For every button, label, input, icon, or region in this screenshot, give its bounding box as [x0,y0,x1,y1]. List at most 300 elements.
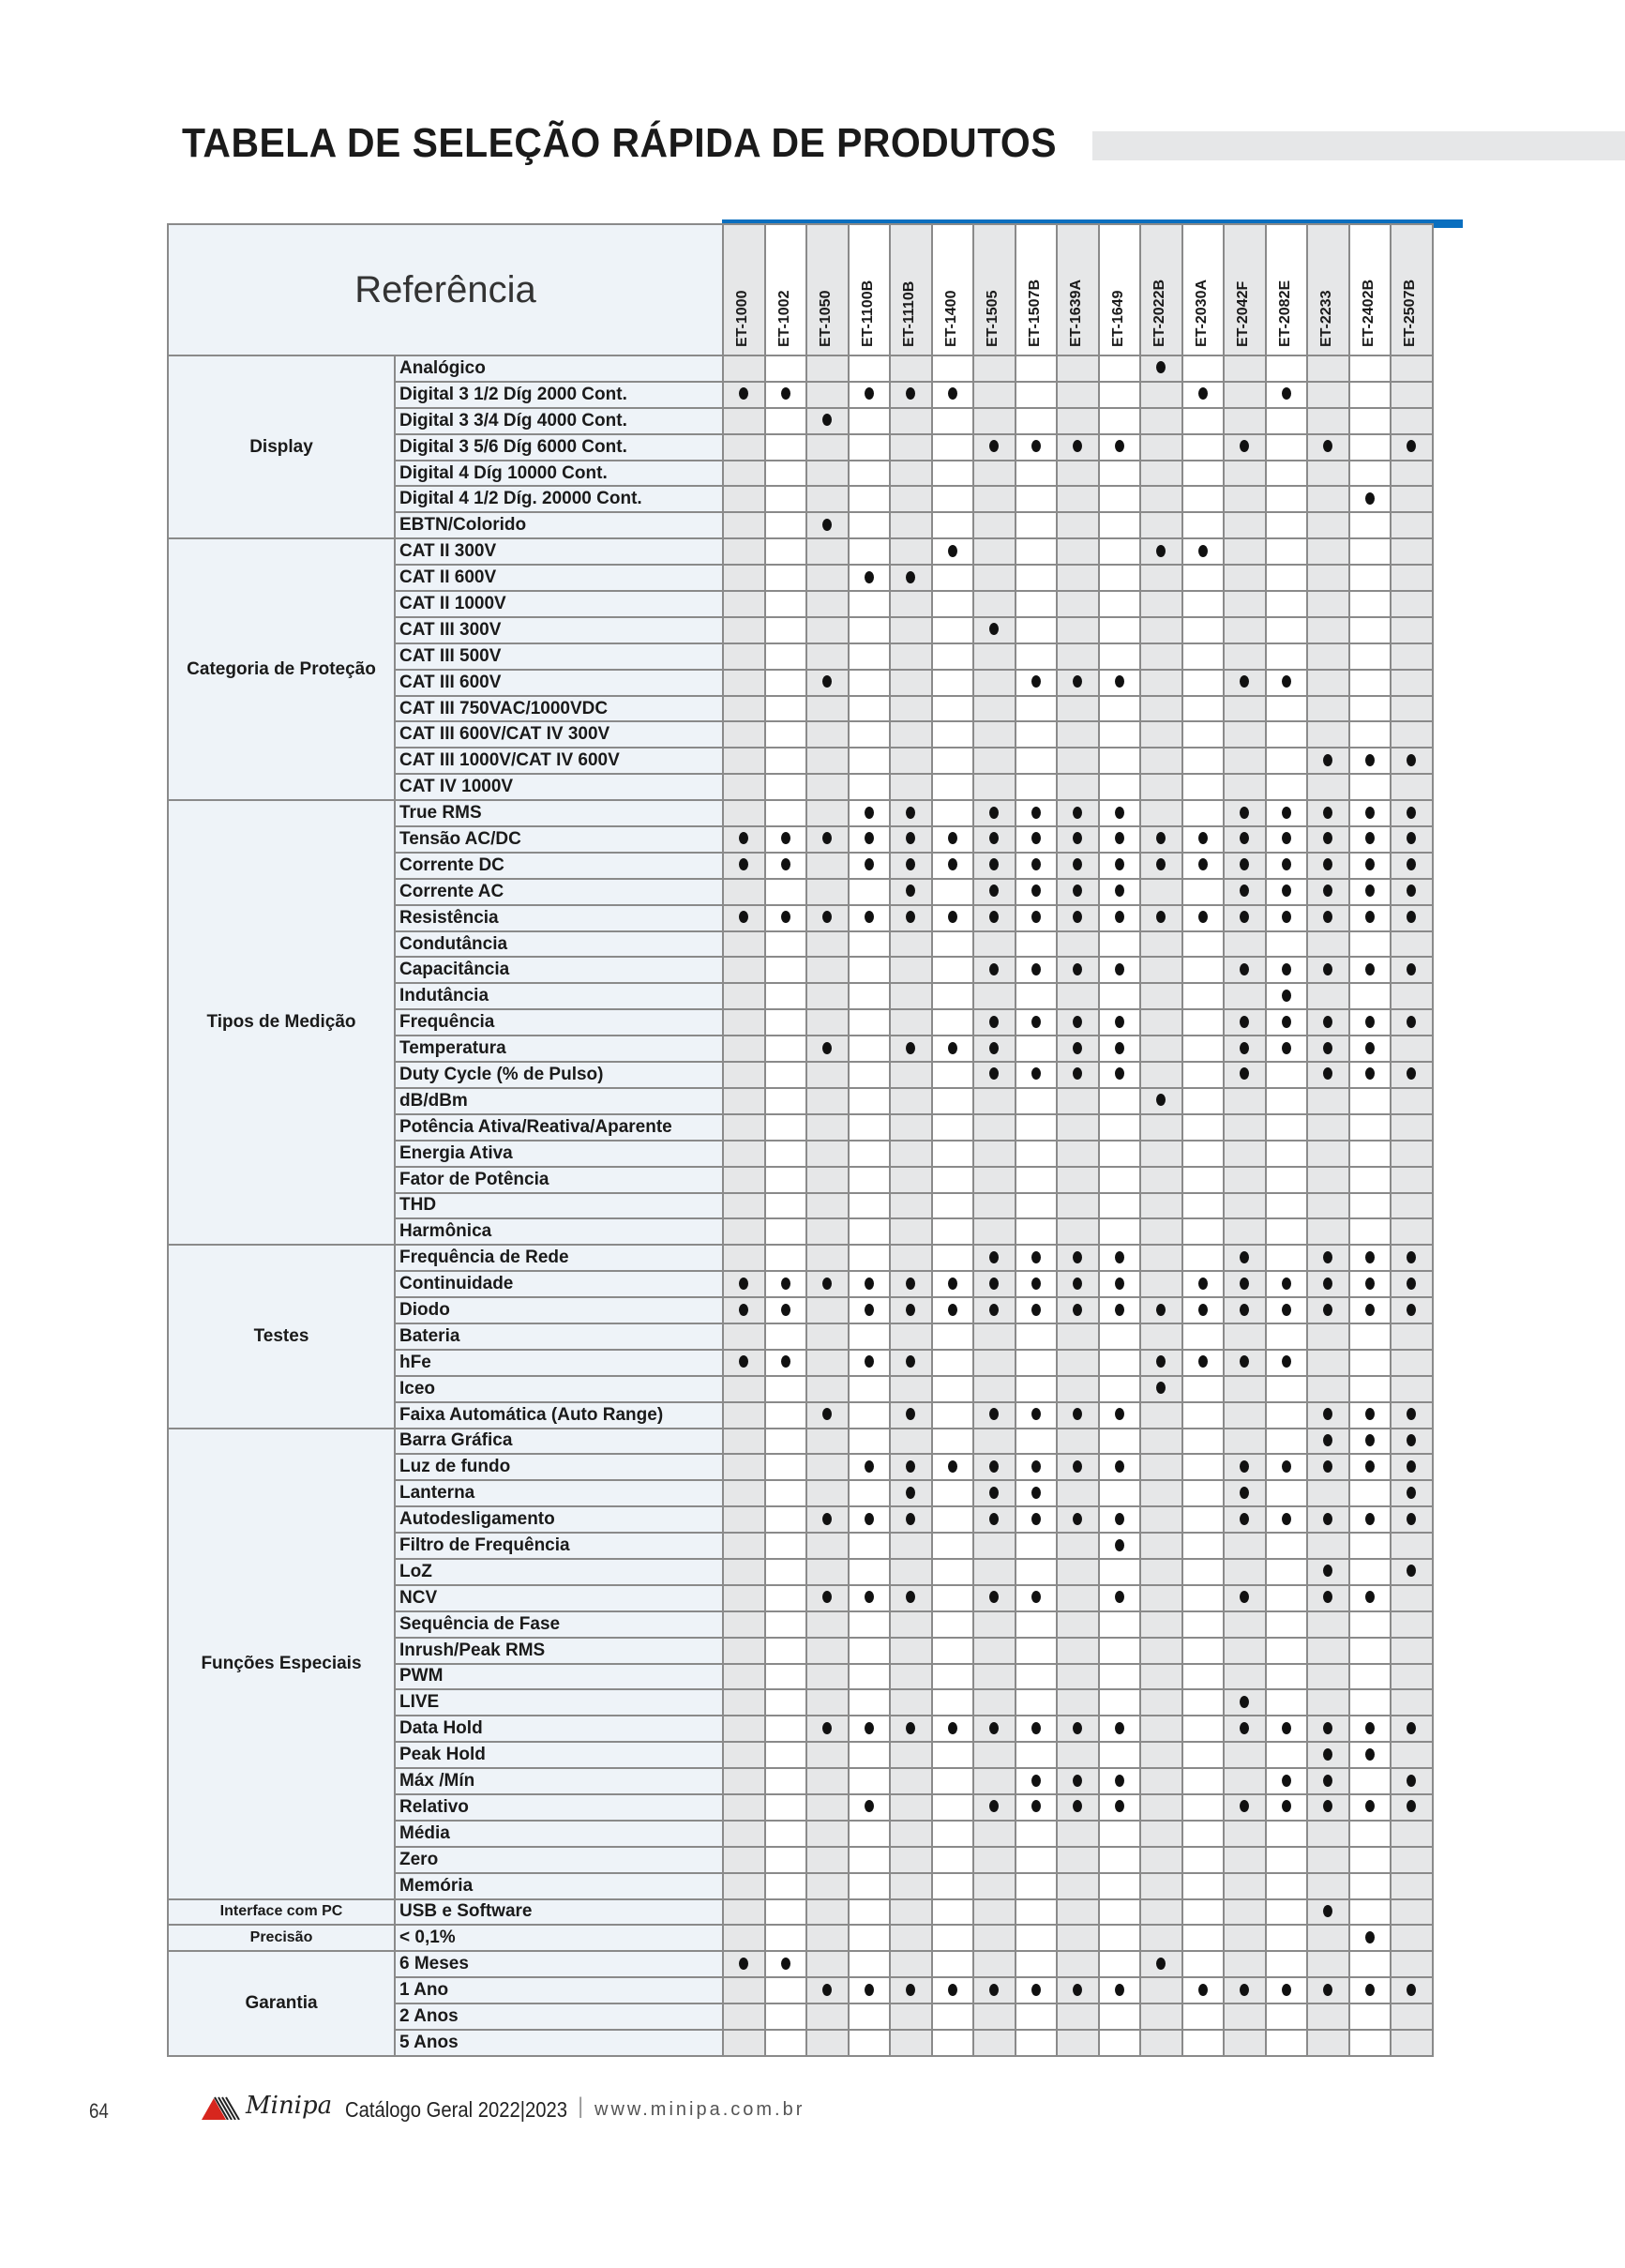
feature-cell [806,1429,849,1455]
feature-cell [1057,721,1099,748]
feature-cell [1349,1585,1392,1611]
feature-cell [1182,774,1225,800]
feature-cell [1349,1638,1392,1664]
feature-cell [1140,1742,1182,1768]
feature-cell [1099,879,1141,905]
feature-dot-icon [1323,1775,1332,1787]
feature-cell [723,1114,765,1141]
feature-cell [890,486,932,512]
feature-dot-icon [1323,911,1332,923]
feature-cell [1057,1141,1099,1167]
feature-dot-icon [822,1591,832,1603]
feature-cell [1140,800,1182,826]
feature-cell [1099,1847,1141,1873]
feature-cell [765,1036,807,1062]
model-label: ET-1002 [775,290,792,347]
feature-cell [1307,774,1349,800]
feature-dot-icon [989,623,999,635]
feature-cell [1057,355,1099,382]
feature-cell [723,617,765,643]
feature-cell [1140,696,1182,722]
feature-cell [806,1193,849,1219]
feature-cell [1140,670,1182,696]
feature-cell [1057,1218,1099,1245]
feature-cell [932,643,974,670]
feature-dot-icon [739,832,748,844]
feature-cell [806,1402,849,1429]
feature-dot-icon [865,858,874,870]
feature-cell [1307,1585,1349,1611]
feature-dot-icon [989,1800,999,1812]
feature-cell [932,1480,974,1506]
feature-dot-icon [1115,1539,1124,1551]
feature-dot-icon [1198,1355,1208,1368]
feature-cell [806,434,849,461]
feature-cell [1140,1245,1182,1271]
feature-cell [890,1847,932,1873]
feature-dot-icon [1323,1460,1332,1473]
feature-cell [1057,1376,1099,1402]
feature-dot-icon [1198,387,1208,400]
feature-cell [1391,1480,1433,1506]
feature-label: CAT II 600V [395,565,723,591]
feature-cell [1391,617,1433,643]
feature-dot-icon [1240,675,1249,688]
feature-cell [1057,1794,1099,1821]
model-label: ET-1110B [901,280,918,347]
feature-cell [1224,1638,1266,1664]
model-header-et-2507b [1391,224,1433,355]
feature-cell [1307,1559,1349,1585]
feature-cell [723,1768,765,1794]
feature-cell [1016,1638,1058,1664]
feature-label: Resistência [395,905,723,931]
feature-dot-icon [865,911,874,923]
feature-cell [849,1585,891,1611]
feature-cell [1057,1193,1099,1219]
feature-cell [1391,1559,1433,1585]
feature-cell [1099,1559,1141,1585]
feature-dot-icon [1365,1984,1375,1996]
feature-cell [1307,670,1349,696]
feature-dot-icon [1323,1722,1332,1734]
feature-cell [973,1323,1016,1350]
feature-cell [1099,1506,1141,1533]
feature-cell [723,1245,765,1271]
feature-cell [973,696,1016,722]
feature-dot-icon [989,1513,999,1525]
feature-cell [1307,1899,1349,1926]
feature-cell [1099,1009,1141,1036]
feature-cell [890,696,932,722]
feature-cell [723,774,765,800]
feature-cell [1099,1193,1141,1219]
model-label: ET-1050 [818,290,835,347]
feature-cell [1057,2030,1099,2056]
feature-dot-icon [1115,1984,1124,1996]
feature-dot-icon [906,1460,915,1473]
feature-cell [1349,1716,1392,1742]
model-label: ET-2022B [1151,279,1168,347]
feature-cell [1224,879,1266,905]
feature-cell [973,355,1016,382]
feature-cell [765,1664,807,1690]
feature-cell [1140,1088,1182,1114]
feature-cell [890,1794,932,1821]
feature-cell [890,879,932,905]
feature-cell [1224,1873,1266,1899]
feature-cell [890,1429,932,1455]
feature-cell [1224,826,1266,853]
feature-cell [1099,617,1141,643]
feature-dot-icon [989,807,999,819]
feature-cell [806,1350,849,1376]
feature-cell [765,1088,807,1114]
feature-dot-icon [948,1042,957,1054]
feature-dot-icon [906,1487,915,1499]
feature-dot-icon [1156,911,1166,923]
feature-dot-icon [1031,1487,1041,1499]
feature-cell [806,1218,849,1245]
feature-cell [1349,408,1392,434]
feature-cell [1349,434,1392,461]
feature-cell [973,1899,1016,1926]
model-header-et-2030a [1182,224,1225,355]
feature-cell [765,2030,807,2056]
feature-cell [973,826,1016,853]
feature-cell [1182,1742,1225,1768]
table-row [168,1429,1433,1455]
category-label: Garantia [168,1951,395,2056]
feature-dot-icon [1073,675,1082,688]
feature-dot-icon [1031,1278,1041,1290]
feature-cell [1182,2030,1225,2056]
feature-dot-icon [1365,1591,1375,1603]
feature-cell [723,1951,765,1977]
feature-cell [1099,1480,1141,1506]
feature-dot-icon [1365,1067,1375,1080]
feature-cell [973,1350,1016,1376]
feature-cell [890,617,932,643]
feature-dot-icon [1073,858,1082,870]
feature-cell [932,1951,974,1977]
feature-cell [1349,1193,1392,1219]
feature-dot-icon [1073,1067,1082,1080]
feature-cell [1307,1768,1349,1794]
feature-label: True RMS [395,800,723,826]
feature-cell [1057,1245,1099,1271]
feature-dot-icon [1073,1016,1082,1028]
feature-cell [765,879,807,905]
feature-cell [723,1873,765,1899]
feature-cell [1391,774,1433,800]
feature-cell [849,1429,891,1455]
feature-cell [890,1977,932,2003]
feature-cell [932,800,974,826]
feature-cell [973,1114,1016,1141]
feature-cell [1266,774,1308,800]
feature-cell [1140,826,1182,853]
footer-url[interactable]: www.minipa.com.br [594,2099,805,2120]
feature-cell [1016,879,1058,905]
feature-dot-icon [1073,1460,1082,1473]
feature-cell [723,1167,765,1193]
feature-cell [765,408,807,434]
feature-dot-icon [948,1984,957,1996]
feature-cell [1182,1193,1225,1219]
feature-dot-icon [739,1958,748,1970]
table-row [168,800,1433,826]
feature-label: CAT III 500V [395,643,723,670]
feature-cell [1349,879,1392,905]
feature-cell [1140,1480,1182,1506]
feature-cell [1182,1141,1225,1167]
feature-cell [1266,1611,1308,1638]
model-header-et-2042f [1224,224,1266,355]
feature-cell [890,1533,932,1559]
feature-cell [932,2003,974,2030]
feature-cell [1224,983,1266,1009]
feature-cell [806,957,849,983]
category-label: Funções Especiais [168,1429,395,1899]
feature-dot-icon [1407,1460,1416,1473]
feature-cell [723,1533,765,1559]
feature-cell [1391,1821,1433,1847]
feature-cell [1016,538,1058,565]
feature-cell [1307,1323,1349,1350]
feature-cell [973,1506,1016,1533]
feature-cell [1140,1062,1182,1088]
feature-cell [806,1141,849,1167]
title-decor-bar [1092,131,1625,160]
feature-cell [1224,957,1266,983]
feature-cell [849,1611,891,1638]
feature-cell [1099,1036,1141,1062]
feature-cell [806,879,849,905]
feature-cell [1016,748,1058,774]
feature-cell [1307,721,1349,748]
feature-dot-icon [906,1513,915,1525]
feature-cell [765,1716,807,1742]
feature-cell [1182,1506,1225,1533]
feature-cell [1057,800,1099,826]
feature-dot-icon [1365,1016,1375,1028]
feature-cell [1057,434,1099,461]
feature-cell [806,512,849,538]
feature-cell [806,565,849,591]
feature-cell [1307,696,1349,722]
feature-cell [1182,1533,1225,1559]
feature-dot-icon [1365,1722,1375,1734]
feature-cell [765,1350,807,1376]
feature-label: THD [395,1193,723,1219]
feature-cell [932,1036,974,1062]
feature-cell [1182,434,1225,461]
feature-cell [932,1454,974,1480]
feature-dot-icon [1198,1278,1208,1290]
feature-cell [1016,1664,1058,1690]
feature-cell [1391,931,1433,958]
feature-dot-icon [1240,440,1249,452]
feature-cell [1266,931,1308,958]
table-row [168,538,1433,565]
feature-dot-icon [1240,963,1249,975]
feature-dot-icon [1407,832,1416,844]
feature-cell [1266,1768,1308,1794]
feature-dot-icon [1323,1591,1332,1603]
feature-dot-icon [906,1408,915,1420]
feature-cell [1016,1167,1058,1193]
feature-cell [1349,512,1392,538]
feature-cell [849,670,891,696]
feature-cell [1140,382,1182,408]
feature-dot-icon [1240,1278,1249,1290]
feature-dot-icon [781,1304,790,1316]
feature-cell [765,486,807,512]
feature-cell [1224,1141,1266,1167]
feature-cell [1266,2003,1308,2030]
feature-cell [723,721,765,748]
feature-dot-icon [865,1722,874,1734]
feature-cell [973,1533,1016,1559]
feature-cell [1182,879,1225,905]
feature-cell [1016,408,1058,434]
feature-dot-icon [1240,1696,1249,1708]
feature-dot-icon [1156,1304,1166,1316]
feature-dot-icon [822,911,832,923]
feature-cell [1057,983,1099,1009]
feature-label: Frequência [395,1009,723,1036]
feature-cell [806,1088,849,1114]
feature-dot-icon [1323,1513,1332,1525]
feature-cell [723,670,765,696]
feature-cell [1099,670,1141,696]
feature-cell [890,1716,932,1742]
feature-cell [932,721,974,748]
feature-cell [723,1480,765,1506]
feature-dot-icon [1240,1355,1249,1368]
feature-cell [1391,1873,1433,1899]
feature-cell [1224,1742,1266,1768]
feature-cell [1140,1429,1182,1455]
feature-cell [1140,905,1182,931]
feature-dot-icon [1115,1513,1124,1525]
feature-dot-icon [1115,675,1124,688]
feature-cell [1057,1506,1099,1533]
feature-dot-icon [865,387,874,400]
feature-dot-icon [989,440,999,452]
feature-dot-icon [781,1278,790,1290]
feature-dot-icon [1031,1067,1041,1080]
feature-cell [973,853,1016,879]
feature-cell [1266,1585,1308,1611]
feature-dot-icon [1282,1984,1291,1996]
feature-cell [1057,696,1099,722]
feature-dot-icon [1407,1487,1416,1499]
feature-dot-icon [1407,858,1416,870]
feature-cell [1349,905,1392,931]
feature-cell [1391,1141,1433,1167]
feature-cell [849,774,891,800]
feature-cell [1224,1088,1266,1114]
feature-cell [723,696,765,722]
feature-cell [1349,1925,1392,1951]
feature-cell [765,826,807,853]
feature-cell [1099,486,1141,512]
feature-cell [1307,748,1349,774]
feature-cell [1224,1585,1266,1611]
feature-dot-icon [1073,832,1082,844]
feature-cell [1057,1088,1099,1114]
feature-cell [932,1167,974,1193]
feature-cell [1349,1297,1392,1323]
feature-dot-icon [822,1722,832,1734]
feature-dot-icon [822,1408,832,1420]
feature-cell [1099,826,1141,853]
feature-cell [1266,1193,1308,1219]
feature-cell [1391,696,1433,722]
feature-cell [932,696,974,722]
feature-cell [973,2003,1016,2030]
feature-cell [849,1245,891,1271]
feature-label: Digital 4 Díg 10000 Cont. [395,461,723,487]
feature-cell [765,1297,807,1323]
feature-cell [1016,591,1058,617]
feature-cell [1182,1454,1225,1480]
feature-cell [765,748,807,774]
feature-cell [973,1821,1016,1847]
feature-cell [1182,1768,1225,1794]
feature-dot-icon [1323,1800,1332,1812]
feature-cell [1057,1167,1099,1193]
feature-cell [806,1506,849,1533]
feature-cell [1057,1638,1099,1664]
feature-cell [1140,1114,1182,1141]
feature-cell [1224,1323,1266,1350]
feature-cell [932,1794,974,1821]
feature-cell [1099,1951,1141,1977]
feature-cell [849,1925,891,1951]
feature-label: CAT III 600V/CAT IV 300V [395,721,723,748]
feature-cell [932,1716,974,1742]
feature-dot-icon [1115,1067,1124,1080]
feature-cell [849,1480,891,1506]
feature-cell [932,512,974,538]
feature-dot-icon [1282,832,1291,844]
feature-cell [723,1585,765,1611]
feature-cell [765,643,807,670]
feature-cell [723,1036,765,1062]
feature-cell [890,1821,932,1847]
feature-cell [1057,931,1099,958]
feature-cell [1266,696,1308,722]
feature-dot-icon [906,1591,915,1603]
feature-cell [723,826,765,853]
category-label: Testes [168,1245,395,1428]
feature-cell [806,2003,849,2030]
feature-cell [1140,1376,1182,1402]
feature-cell [765,1167,807,1193]
feature-dot-icon [1407,1278,1416,1290]
feature-cell [1099,1768,1141,1794]
feature-dot-icon [739,1355,748,1368]
feature-cell [1057,1533,1099,1559]
feature-cell [1140,1689,1182,1716]
feature-cell [849,983,891,1009]
feature-cell [1391,1742,1433,1768]
feature-cell [890,1376,932,1402]
feature-cell [890,1036,932,1062]
